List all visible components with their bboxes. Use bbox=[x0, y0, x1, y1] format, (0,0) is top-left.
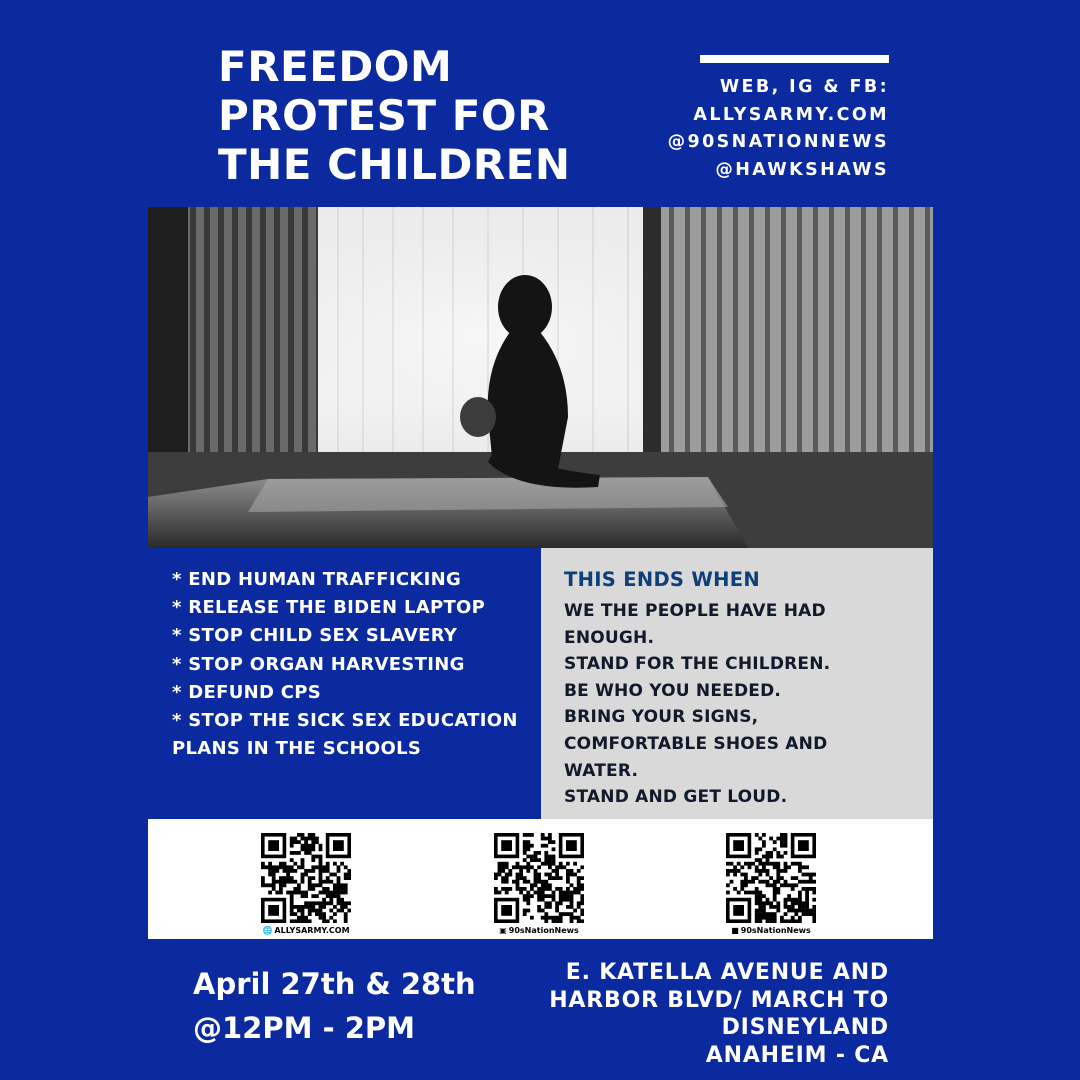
event-date-time bbox=[193, 962, 476, 1050]
social-handles bbox=[629, 74, 889, 184]
globe-icon: 🌐 bbox=[262, 926, 273, 935]
panel-heading: THIS ENDS WHEN bbox=[564, 568, 761, 591]
qr-code-facebook[interactable] bbox=[711, 833, 831, 935]
demand-item: * END HUMAN TRAFFICKING bbox=[172, 569, 462, 590]
demand-item: * STOP CHILD SEX SLAVERY bbox=[172, 625, 458, 647]
demand-item: * STOP ORGAN HARVESTING bbox=[172, 653, 465, 675]
demand-item: * DEFUND CPS bbox=[172, 681, 322, 703]
qr-caption-website: ALLYSARMY.COM bbox=[274, 926, 350, 935]
location-line: E. KATELLA AVENUE AND bbox=[565, 960, 889, 985]
panel-line: STAND FOR THE CHILDREN. bbox=[564, 654, 831, 675]
title-line-3: THE CHILDREN bbox=[218, 140, 571, 189]
qr-code-strip bbox=[148, 819, 933, 939]
qr-code-website[interactable] bbox=[246, 833, 366, 935]
location-line: HARBOR BLVD/ MARCH TO bbox=[549, 987, 889, 1013]
poster-title bbox=[218, 42, 638, 189]
location-line: ANAHEIM - CA bbox=[705, 1042, 889, 1068]
event-date: April 27th & 28th bbox=[193, 967, 476, 1001]
this-ends-when-panel bbox=[541, 548, 933, 819]
instagram-icon: ▣ bbox=[499, 926, 507, 935]
panel-line: WE THE PEOPLE HAVE HAD bbox=[564, 601, 826, 621]
qr-code-instagram[interactable] bbox=[479, 833, 599, 935]
social-heading: WEB, IG & FB: bbox=[719, 77, 889, 97]
qr-caption-facebook: 90sNationNews bbox=[740, 926, 811, 935]
panel-line: BRING YOUR SIGNS, bbox=[564, 707, 759, 728]
title-line-2: PROTEST FOR bbox=[218, 91, 550, 140]
qr-code-icon bbox=[726, 833, 816, 923]
panel-line: WATER. bbox=[564, 760, 639, 781]
child-at-window-photo bbox=[148, 207, 933, 548]
qr-caption-instagram: 90sNationNews bbox=[508, 926, 579, 935]
facebook-icon: ■ bbox=[731, 926, 739, 935]
divider-bar bbox=[700, 55, 889, 63]
panel-line: ENOUGH. bbox=[564, 627, 655, 648]
social-website: ALLYSARMY.COM bbox=[693, 104, 889, 125]
qr-code-icon bbox=[261, 833, 351, 923]
event-location bbox=[509, 959, 889, 1069]
qr-code-icon bbox=[494, 833, 584, 923]
panel-line: STAND AND GET LOUD. bbox=[564, 787, 788, 808]
panel-line: BE WHO YOU NEEDED. bbox=[564, 680, 782, 701]
title-line-1: FREEDOM bbox=[218, 42, 453, 91]
social-handle-90snation: @90SNATIONNEWS bbox=[667, 132, 889, 152]
panel-line: COMFORTABLE SHOES AND bbox=[564, 733, 828, 754]
demands-list bbox=[172, 566, 522, 763]
social-handle-hawkshaws: @HAWKSHAWS bbox=[715, 159, 889, 180]
event-time: @12PM - 2PM bbox=[193, 1011, 415, 1045]
demand-item: * RELEASE THE BIDEN LAPTOP bbox=[172, 597, 486, 619]
demand-item: * STOP THE SICK SEX EDUCATION PLANS IN THE SCHOOLS bbox=[172, 710, 518, 760]
location-line: DISNEYLAND bbox=[721, 1015, 889, 1040]
panel-body bbox=[564, 598, 904, 811]
